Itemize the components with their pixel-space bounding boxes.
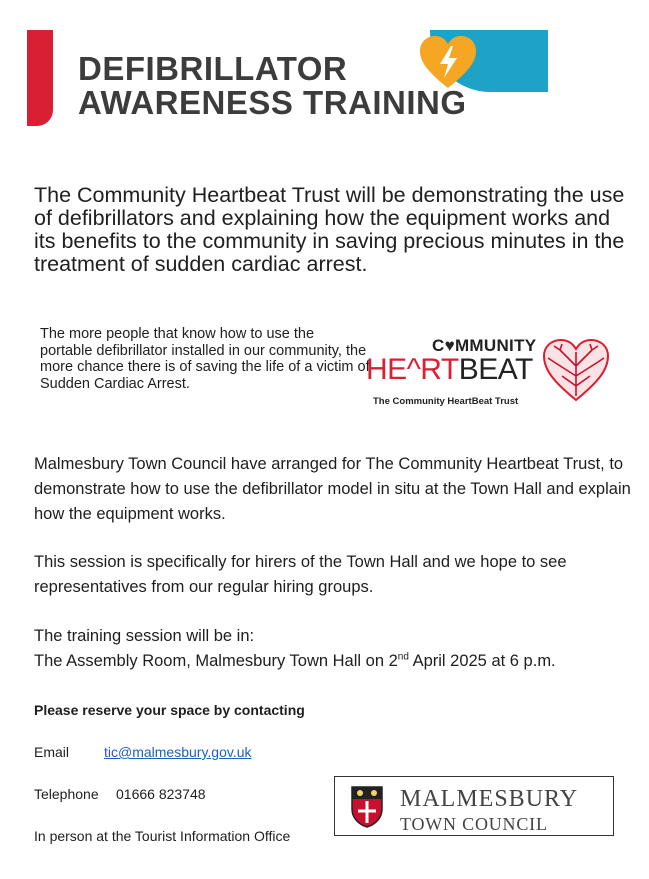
session-intro: The training session will be in: [34, 627, 255, 645]
session-details [34, 649, 634, 674]
heartbeat-logo-community: C♥MMUNITY [432, 336, 537, 355]
date-suffix: nd [397, 651, 409, 663]
crest-icon [350, 785, 384, 829]
council-subtitle: TOWN COUNCIL [400, 814, 548, 834]
session-month-time: April 2025 at 6 p.m. [408, 652, 556, 670]
heartbeat-logo-wordmark [366, 352, 533, 388]
title-line-1: DEFIBRILLATOR [78, 50, 348, 87]
red-accent-bar [27, 30, 53, 126]
title-line-2: AWARENESS TRAINING [78, 84, 467, 121]
email-label: Email [34, 744, 70, 760]
awareness-paragraph: The more people that know how to use the portable defibrillator installed in our community, the more chance there is of saving the life of a victim of Sudden Cardiac Arrest. [40, 326, 370, 392]
heartbeat-logo-tagline: The Community HeartBeat Trust [373, 396, 519, 407]
lead-paragraph: The Community Heartbeat Trust will be demonstrating the use of defibrillators and explaining how the equipment works and its benefits to the community in saving precious minutes in the treatment of sudden cardiac arrest. [34, 183, 625, 276]
telephone-number: 01666 823748 [116, 786, 206, 802]
arrangement-paragraph: Malmesbury Town Council have arranged for The Community Heartbeat Trust, to demonstrate how to use the defibrillator model in situ at the Town Hall and explain how the equipment works. [34, 455, 631, 523]
page-title [78, 52, 467, 120]
telephone-label: Telephone [34, 786, 99, 802]
session-venue-date: The Assembly Room, Malmesbury Town Hall on 2 [34, 652, 398, 670]
heartbeat-logo-rt: RT [420, 353, 459, 386]
reserve-heading: Please reserve your space by contacting [34, 702, 305, 718]
heartbeat-logo-he: HE [366, 353, 407, 386]
arterial-heart-icon [540, 336, 612, 404]
heartbeat-logo-beat: BEAT [458, 353, 533, 386]
heartbeat-logo-wave: ^ [406, 353, 421, 386]
hirers-paragraph: This session is specifically for hirers of the Town Hall and we hope to see representatives from our regular hiring groups. [34, 553, 567, 596]
email-link[interactable]: tic@malmesbury.gov.uk [104, 744, 252, 760]
in-person-text: In person at the Tourist Information Office [34, 828, 291, 844]
council-name: MALMESBURY [400, 786, 579, 812]
session-location [34, 624, 634, 674]
